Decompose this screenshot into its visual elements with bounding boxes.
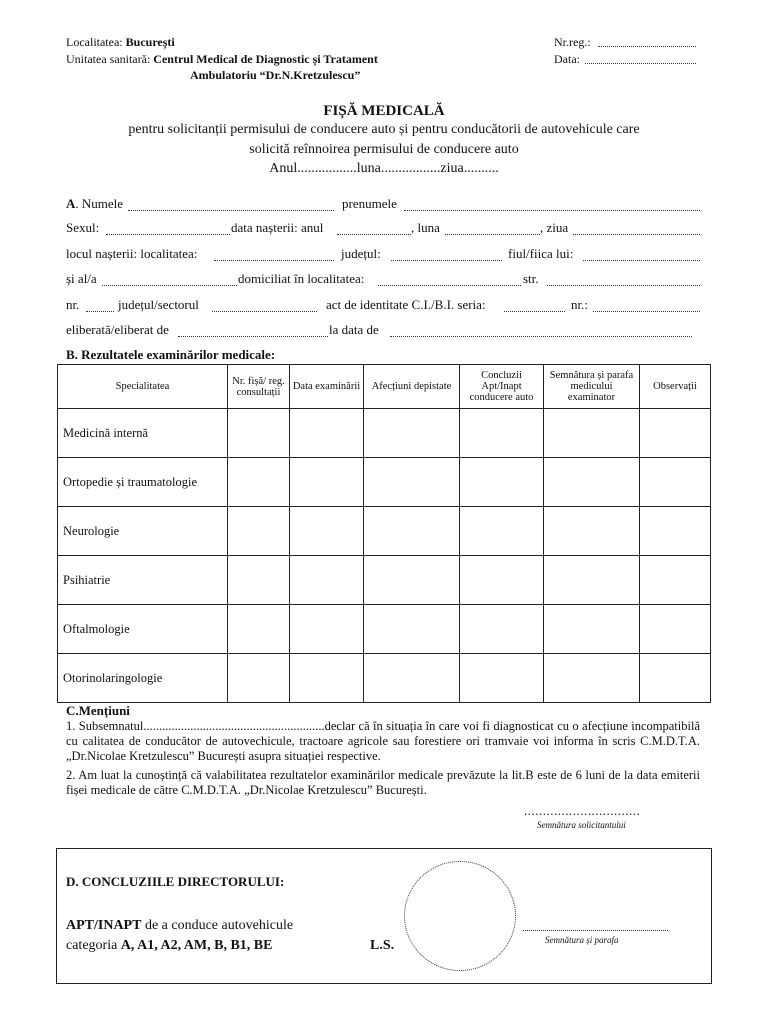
exam-results-table — [57, 364, 711, 703]
sexul-field[interactable] — [106, 234, 230, 235]
ziua-field[interactable] — [573, 234, 700, 235]
unitatea-label: Unitatea sanitară: — [66, 52, 151, 66]
eliberata-label: eliberată/eliberat de — [66, 322, 169, 337]
section-d-text: . CONCLUZIILE DIRECTORULUI: — [75, 874, 285, 889]
specialty-cell: Neurologie — [58, 507, 228, 556]
si-al-label: și al/a — [66, 271, 97, 286]
data-label: Data: — [554, 52, 580, 66]
section-b-title — [66, 347, 275, 363]
categoria-line — [66, 938, 273, 954]
prenumele-field[interactable] — [404, 210, 700, 211]
table-cell[interactable] — [290, 507, 364, 556]
table-cell[interactable] — [640, 409, 711, 458]
judetul-field[interactable] — [391, 260, 502, 261]
nrreg-field[interactable] — [598, 46, 696, 47]
section-a-letter: A — [66, 196, 76, 211]
nr-field[interactable] — [86, 311, 114, 312]
numele-field[interactable] — [128, 210, 334, 211]
sexul-label: Sexul: — [66, 220, 100, 235]
data-nasterii-label: data nașterii: anul — [231, 220, 324, 235]
section-b-letter: B — [66, 347, 75, 362]
table-row — [58, 654, 711, 703]
table-cell[interactable] — [290, 556, 364, 605]
table-cell[interactable] — [544, 654, 640, 703]
col-header: Semnătura și parafa medicului examinator — [544, 365, 640, 409]
an-nastere-field[interactable] — [337, 234, 411, 235]
stamp-circle[interactable] — [404, 861, 516, 971]
col-header: Observații — [640, 365, 711, 409]
table-cell[interactable] — [460, 458, 544, 507]
col-header: Nr. fișă/ reg. consultații — [228, 365, 290, 409]
judetul-sectorul-label: județul/sectorul — [118, 297, 199, 312]
table-row — [58, 507, 711, 556]
table-cell[interactable] — [460, 605, 544, 654]
la-data-field[interactable] — [390, 336, 692, 337]
localitatea-value: București — [125, 35, 175, 49]
act-identitate-label: act de identitate C.I./B.I. seria: — [326, 297, 486, 312]
str-field[interactable] — [547, 285, 700, 286]
specialty-cell: Otorinolaringologie — [58, 654, 228, 703]
fiul-field[interactable] — [583, 260, 700, 261]
locul-field[interactable] — [214, 260, 334, 261]
table-cell[interactable] — [228, 409, 290, 458]
table-header-row — [58, 365, 711, 409]
numele-label — [66, 196, 123, 212]
seria-field[interactable] — [504, 311, 565, 312]
luna-field[interactable] — [445, 234, 540, 235]
table-cell[interactable] — [364, 605, 460, 654]
table-cell[interactable] — [228, 507, 290, 556]
col-header: Concluzii Apt/Inapt conducere auto — [460, 365, 544, 409]
si-al-field[interactable] — [102, 285, 237, 286]
table-cell[interactable] — [228, 605, 290, 654]
table-cell[interactable] — [640, 654, 711, 703]
categories-value: A, A1, A2, AM, B, B1, BE — [120, 938, 273, 953]
director-conclusions-box — [56, 848, 712, 984]
apt-inapt-label: APT/INAPT — [66, 918, 142, 933]
eliberata-field[interactable] — [178, 336, 328, 337]
table-cell[interactable] — [460, 507, 544, 556]
data-field[interactable] — [585, 63, 696, 64]
table-cell[interactable] — [364, 654, 460, 703]
nr-act-field[interactable] — [593, 311, 700, 312]
prenumele-label: prenumele — [342, 196, 397, 211]
unitatea-value: Centrul Medical de Diagnostic și Tratament — [153, 52, 378, 66]
apt-inapt-line — [66, 918, 293, 934]
nr-label: nr. — [66, 297, 80, 312]
table-cell[interactable] — [640, 556, 711, 605]
col-header: Specialitatea — [58, 365, 228, 409]
unitatea-value-2: Ambulatoriu “Dr.N.Kretzulescu” — [190, 68, 361, 82]
table-cell[interactable] — [544, 458, 640, 507]
fiul-label: fiul/fiica lui: — [508, 246, 574, 261]
domiciliat-field[interactable] — [378, 285, 521, 286]
apt-inapt-rest: de a conduce autovehicule — [141, 918, 294, 933]
table-cell[interactable] — [290, 654, 364, 703]
specialty-cell: Oftalmologie — [58, 605, 228, 654]
localitatea-label: Localitatea: — [66, 35, 123, 49]
director-signature-label: Semnătura și parafa — [545, 935, 619, 945]
subtitle-2: solicită reînnoirea permisului de conducere auto — [249, 142, 519, 157]
domiciliat-label: domiciliat în localitatea: — [238, 271, 365, 286]
page-title: FIȘĂ MEDICALĂ — [323, 103, 445, 119]
nr-act-label: nr.: — [571, 297, 588, 312]
numele-text: . Numele — [75, 196, 124, 211]
table-cell[interactable] — [364, 458, 460, 507]
table-cell[interactable] — [290, 409, 364, 458]
table-cell[interactable] — [290, 458, 364, 507]
section-d-title — [66, 874, 284, 890]
table-cell[interactable] — [544, 507, 640, 556]
table-cell[interactable] — [460, 654, 544, 703]
section-c-title: C.Mențiuni — [66, 703, 130, 718]
specialty-cell: Medicină internă — [58, 409, 228, 458]
applicant-signature-line[interactable]: ............................... — [524, 803, 641, 818]
ziua-label: , ziua — [540, 220, 569, 235]
locul-label: locul nașterii: localitatea: — [66, 246, 198, 261]
judetul-sectorul-field[interactable] — [212, 311, 317, 312]
mentiune-2: 2. Am luat la cunoștință că valabilitatea rezultatelor examinărilor medicale prevăzute la lit.B este de 6 luni de la data emiterii fișei medicale de către C.M.D.T.A. „Dr.Nicolae Kretzulescu” București. — [66, 768, 700, 797]
str-label: str. — [523, 271, 539, 286]
table-cell[interactable] — [544, 605, 640, 654]
table-cell[interactable] — [544, 409, 640, 458]
table-cell[interactable] — [228, 654, 290, 703]
subtitle-1: pentru solicitanții permisului de conducere auto și pentru conducătorii de autovehicule care — [128, 122, 640, 137]
table-cell[interactable] — [364, 507, 460, 556]
la-data-label: la data de — [329, 322, 379, 337]
nrreg-label: Nr.reg.: — [554, 35, 591, 49]
applicant-signature-label: Semnătura solicitantului — [537, 820, 626, 830]
section-d-letter: D — [66, 874, 76, 889]
table-cell[interactable] — [460, 556, 544, 605]
table-cell[interactable] — [640, 458, 711, 507]
table-cell[interactable] — [364, 409, 460, 458]
table-cell[interactable] — [228, 556, 290, 605]
col-header: Data examinării — [290, 365, 364, 409]
director-signature-line[interactable] — [523, 930, 668, 931]
table-cell[interactable] — [640, 507, 711, 556]
luna-label: , luna — [411, 220, 440, 235]
table-cell[interactable] — [640, 605, 711, 654]
mentiune-1: 1. Subsemnatul..........................................................declar că în situația în care voi fi diagnosticat cu o afecțiune incompatibilă cu calitatea de conducător de autovechicule, tractoare agricole sau forestiere ori tramvaie voi informa în scris C.M.D.T.A. „Dr.Nicolae Kretzulescu” București asupra situației respective. — [66, 719, 700, 763]
specialty-cell: Psihiatrie — [58, 556, 228, 605]
table-cell[interactable] — [228, 458, 290, 507]
ls-label: L.S. — [370, 938, 395, 953]
localitatea-line — [66, 35, 175, 50]
col-header: Afecțiuni depistate — [364, 365, 460, 409]
categoria-label: categoria — [66, 938, 121, 953]
table-row — [58, 409, 711, 458]
table-cell[interactable] — [290, 605, 364, 654]
table-row — [58, 458, 711, 507]
specialty-cell: Ortopedie și traumatologie — [58, 458, 228, 507]
judetul-label: județul: — [341, 246, 381, 261]
unitatea-line — [66, 52, 378, 67]
date-line: Anul.................luna.................ziua.......... — [269, 161, 499, 176]
table-row — [58, 605, 711, 654]
table-cell[interactable] — [544, 556, 640, 605]
table-cell[interactable] — [460, 409, 544, 458]
table-cell[interactable] — [364, 556, 460, 605]
table-row — [58, 556, 711, 605]
section-b-text: . Rezultatele examinărilor medicale: — [74, 347, 276, 362]
